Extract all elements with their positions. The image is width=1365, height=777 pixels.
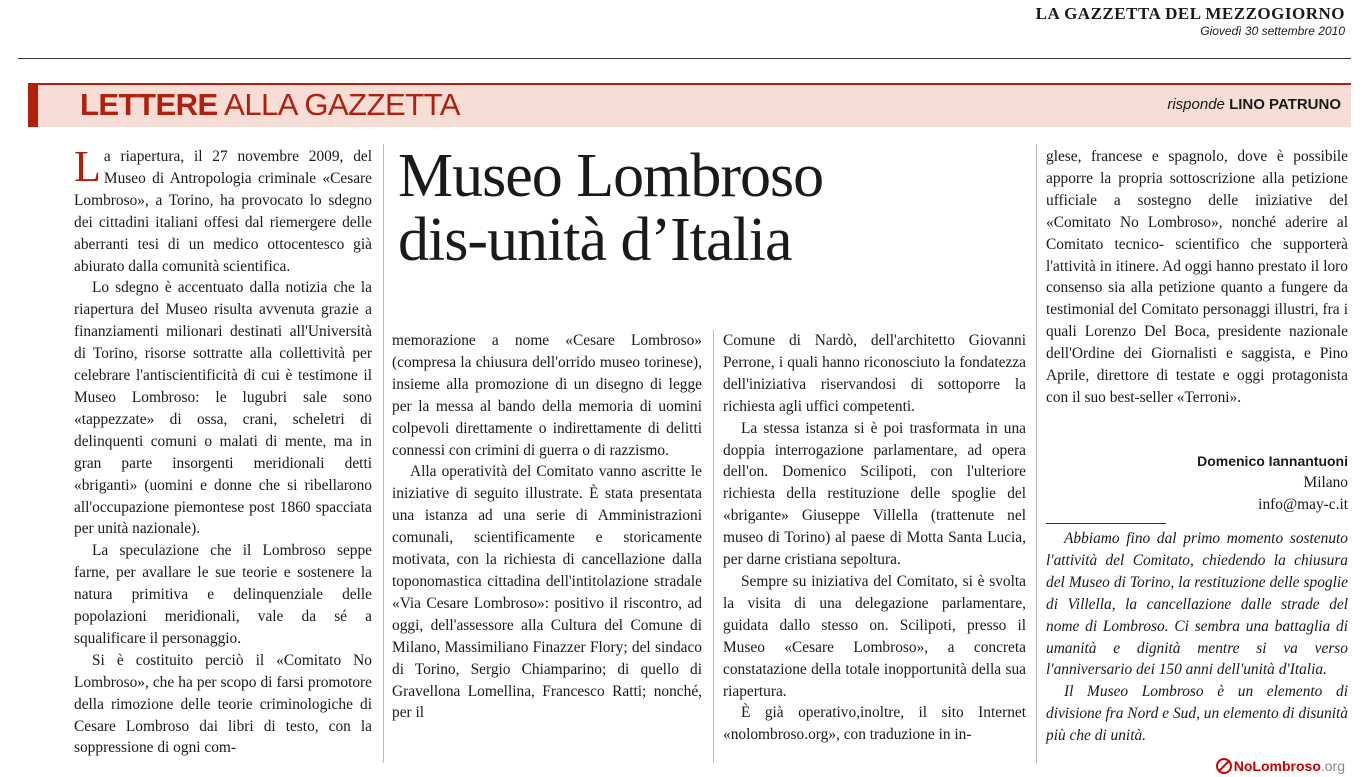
- headline-line-1: Museo Lombroso: [398, 142, 824, 210]
- letter-column-3: [723, 330, 1026, 746]
- masthead: [1036, 4, 1345, 38]
- letter-paragraph: Sempre su iniziativa del Comitato, si è svolta la visita di una delegazione parlamentare, guidata dallo stesso on. Scilipoti, presso il Museo «Cesare Lombroso», a concreta constatazione della totale inopportunità della sua riapertura.: [723, 572, 1026, 700]
- letter-paragraph: [74, 142, 372, 277]
- letter-paragraph: Lo sdegno è accentuato dalla notizia che la riapertura del Museo risulta avvenuta grazie a finanziamenti milionari destinati all'Università di Torino, risorse sottratte alla collettività per celebrare l'antiscientificità di cui è testimone il Museo Lombroso: le lugubri sale sono «tappezzate» di ossa, crani, scheletri di delinquenti comuni o malati di mente, ma in gran parte insorgenti meridionali detti «briganti» (uomini e donne che si ribellarono all'occupazione piemontese post 1860 spacciata per unità nazionale).: [74, 279, 372, 538]
- author-email: info@may-c.it: [1258, 496, 1348, 513]
- masthead-rule: [18, 58, 1351, 59]
- author-city: Milano: [1303, 474, 1348, 491]
- reply-paragraph: Il Museo Lombroso è un elemento di divisione fra Nord e Sud, un elemento di disunità più che di unità.: [1046, 683, 1348, 745]
- issue-date: Giovedì 30 settembre 2010: [1200, 24, 1345, 38]
- newspaper-name: LA GAZZETTA DEL MEZZOGIORNO: [1035, 4, 1345, 23]
- column-divider: [713, 330, 714, 763]
- column-divider: [1036, 144, 1037, 763]
- section-banner: [28, 83, 1351, 127]
- editor-reply: [1046, 528, 1348, 747]
- section-title-light: ALLA GAZZETTA: [217, 87, 460, 122]
- letter-column-2: [392, 330, 702, 724]
- letter-paragraph: memorazione a nome «Cesare Lombroso» (compresa la chiusura dell'orrido museo torinese), insieme alla promozione di un disegno di legge per la messa al bando della memoria di uomini colpevoli direttamente o indirettamente di delitti connessi con crimini di guerra o di razzismo.: [392, 332, 702, 459]
- reply-paragraph: Abbiamo fino dal primo momento sostenuto l'attività del Comitato, chiedendo la chiusura del Museo di Torino, la restituzione delle spoglie di Villella, la cancellazione dalle strade del nome di Lombroso. Ci sembra una battaglia di umanità e dignità mentre si va verso l'anniversario dei 150 anni dell'unità d'Italia.: [1046, 530, 1348, 679]
- no-sign-icon: [1216, 758, 1232, 774]
- letter-signature: [1046, 450, 1348, 516]
- letter-paragraph: Alla operatività del Comitato vanno ascritte le iniziative di seguito illustrate. È stata presentata una istanza ad una serie di Amministrazioni comunali, scientificamente e storicamente motivata, con la richiesta di cancellazione dalla toponomastica cittadina dell'intitolazione stradale «Via Cesare Lombroso»: positivo il riscontro, ad oggi, dell'assessore alla Cultura del Comune di Milano, Massimiliano Finazzer Flory; del sindaco di Torino, Sergio Chiamparino; di quello di Gravellona Lomellina, Francesco Ratti; nonché, per il: [392, 463, 702, 722]
- letter-column-1: [74, 142, 372, 759]
- watermark-name: NoLombroso: [1233, 758, 1321, 774]
- letter-paragraph: La speculazione che il Lombroso seppe farne, per avallare le sue teorie e sostenere la natura primitiva e delinquenziale delle popolazioni meridionali, vale da sé a squalificare il personaggio.: [74, 542, 372, 647]
- section-title-bold: LETTERE: [80, 87, 218, 122]
- article-headline: [398, 144, 823, 272]
- letter-paragraph: È già operativo,inoltre, il sito Internet «nolombroso.org», con traduzione in in-: [723, 704, 1026, 744]
- letter-paragraph: Comune di Nardò, dell'architetto Giovanni Perrone, i quali hanno riconosciuto la fondatezza dell'iniziativa riservandosi di sottoporre la richiesta agli uffici competenti.: [723, 332, 1026, 415]
- site-watermark: [1216, 758, 1345, 774]
- letter-column-4: [1046, 146, 1348, 409]
- letter-paragraph: Si è costituito perciò il «Comitato No Lombroso», che ha per scopo di farsi promotore della rimozione delle teorie criminologiche di Cesare Lombroso dai libri di testo, con la soppressione di ogni com-: [74, 651, 372, 757]
- drop-cap: L: [74, 142, 101, 191]
- letter-paragraph: glese, francese e spagnolo, dove è possibile apporre la propria sottoscrizione alla petizione ufficiale a sostegno delle iniziative del «Comitato No Lombroso», nonché aderire al Comitato tecnico- scientifico che supporterà l'attività in itinere. Ad oggi hanno prestato il loro consenso sia alla petizione quanto a fungere da testimonial del Comitato personaggi illustri, fra i quali Lorenzo Del Boca, presidente nazionale dell'Ordine dei Giornalisti e saggista, e Pino Aprile, direttore di testate e oggi protagonista con il suo best-seller «Terroni».: [1046, 148, 1348, 406]
- letter-paragraph: La stessa istanza si è poi trasformata in una doppia interrogazione parlamentare, ad opera dell'on. Domenico Scilipoti, con l'ulteriore richiesta della restituzione delle spoglie del «brigante» Giuseppe Villella (trattenute nel museo di Torino) al paese di Motta Santa Lucia, per darne cristiana sepoltura.: [723, 419, 1026, 569]
- responds-line: [1167, 96, 1341, 113]
- responds-name: LINO PATRUNO: [1229, 96, 1341, 113]
- author-name: Domenico Iannantuoni: [1197, 453, 1348, 469]
- column-divider: [383, 144, 384, 763]
- headline-line-2: dis-unità d’Italia: [398, 206, 792, 274]
- paragraph-text: a riapertura, il 27 novembre 2009, del Museo di Antropologia criminale «Cesare Lombroso», a Torino, ha provocato lo sdegno dei cittadini italiani offesi dal riemergere delle aberranti tesi di un medico ottocentesco già abiurato dalla comunità scientifica.: [74, 148, 372, 275]
- watermark-domain: .org: [1320, 758, 1345, 774]
- responds-label: risponde: [1167, 96, 1225, 113]
- reply-rule: [1046, 523, 1166, 524]
- section-title: [80, 87, 460, 123]
